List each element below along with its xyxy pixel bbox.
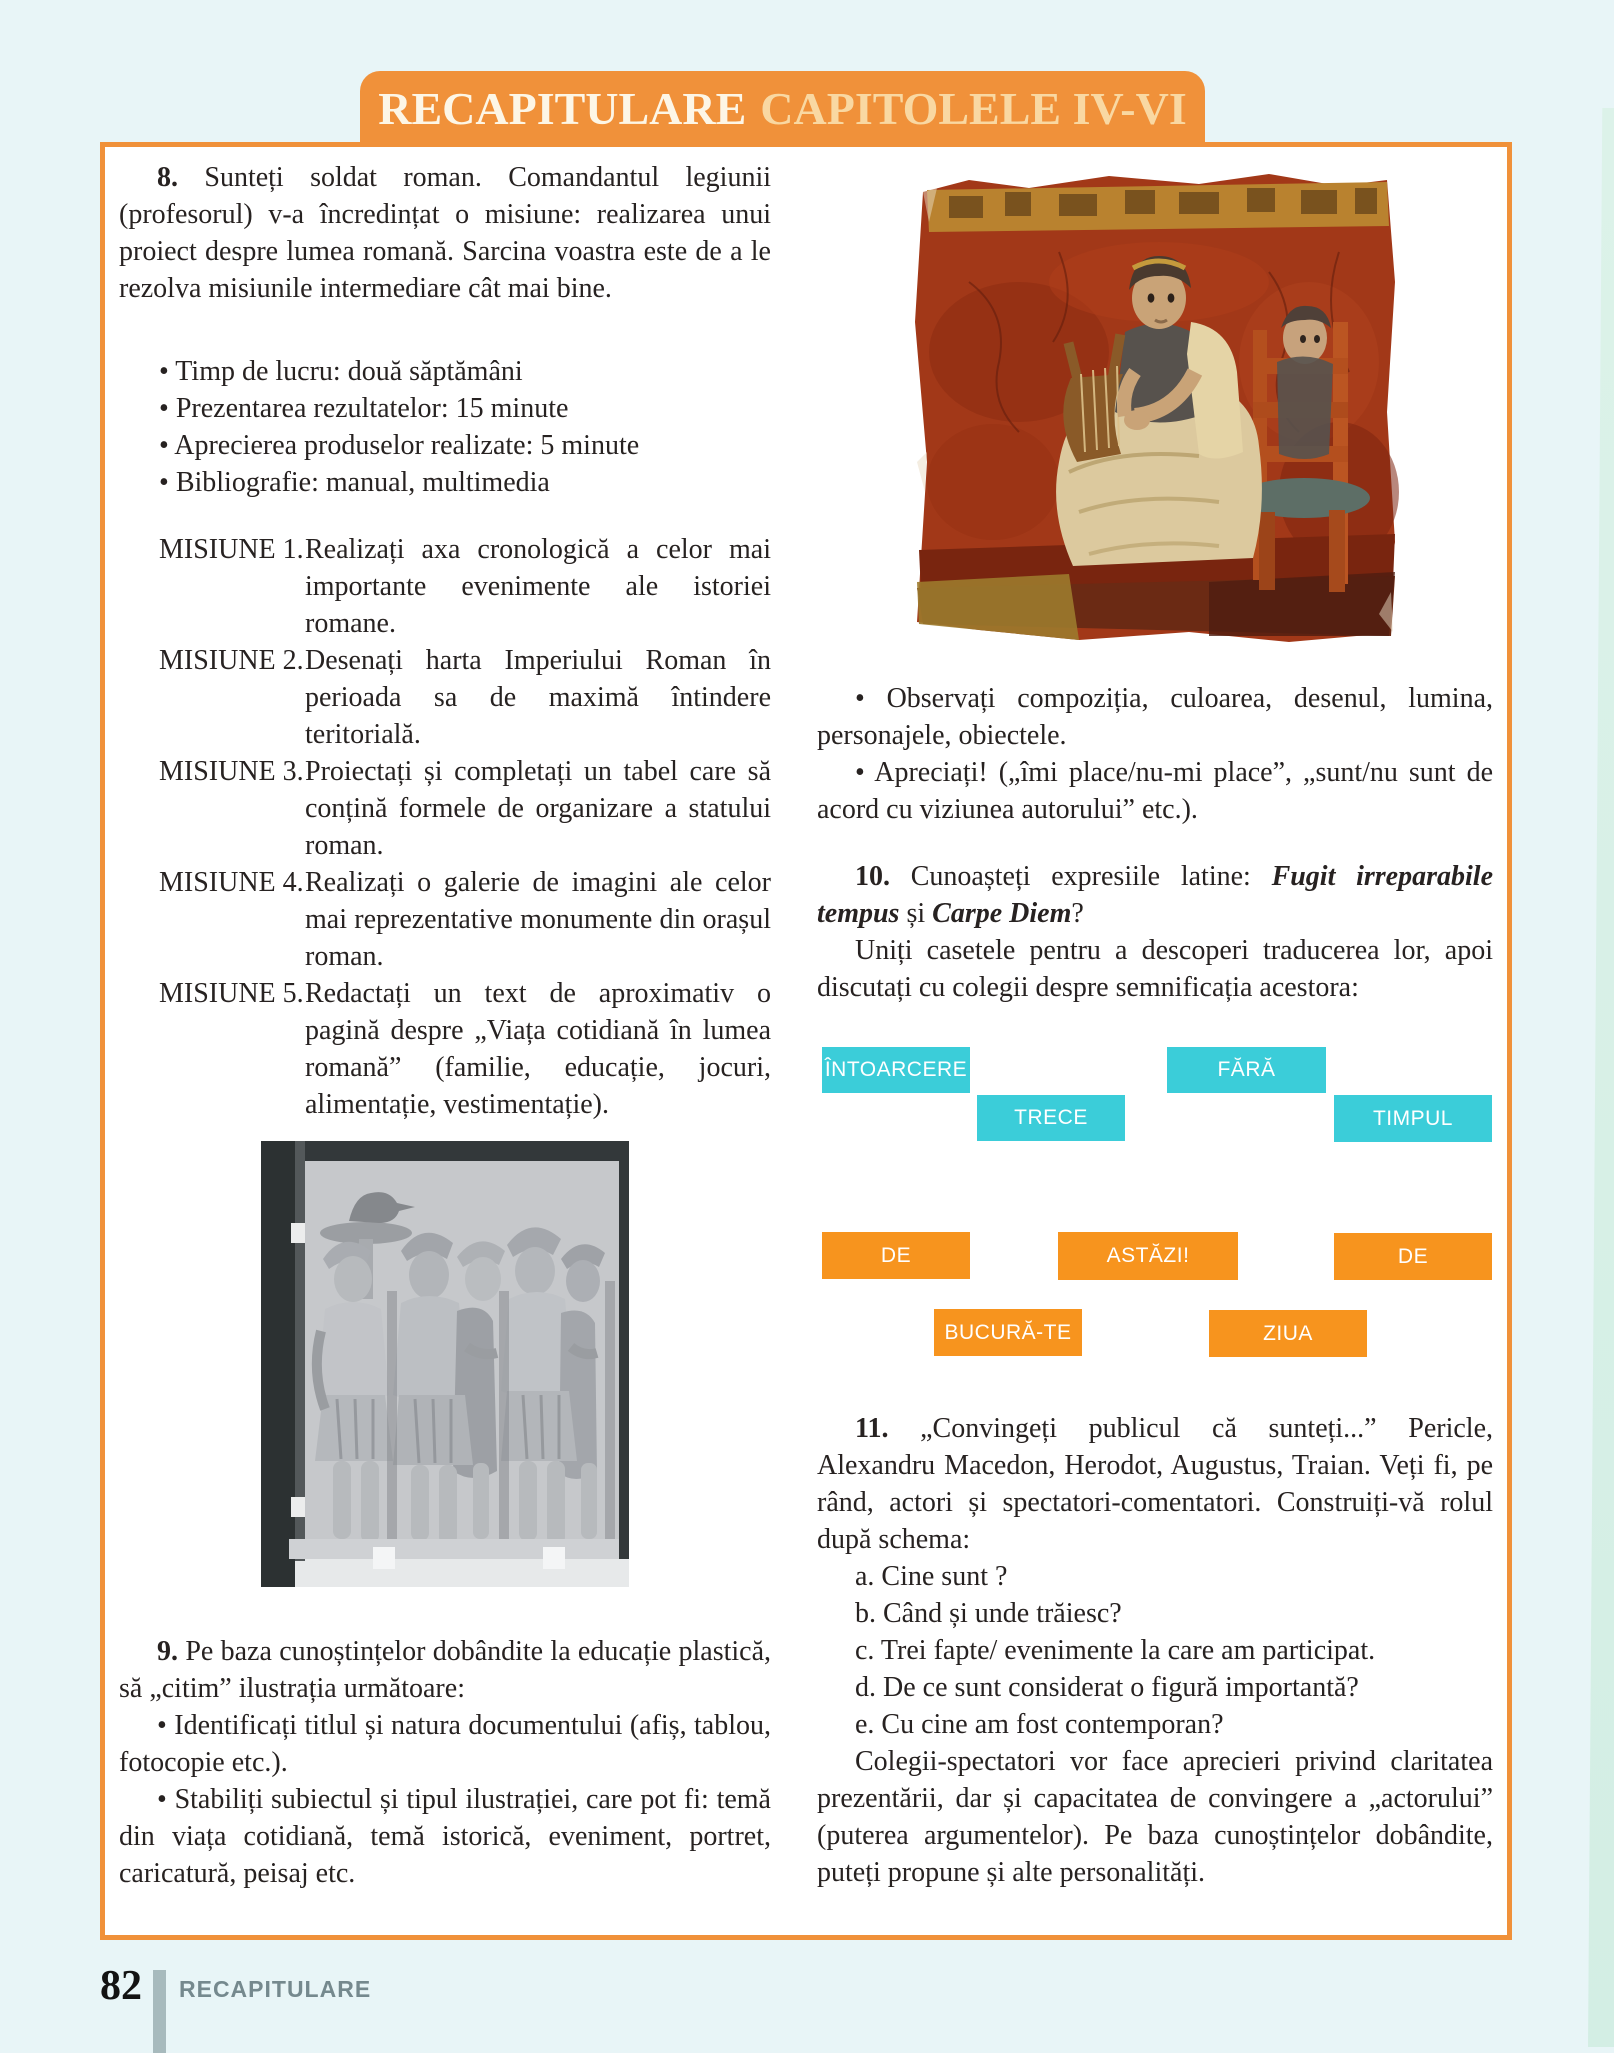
mission-item — [159, 864, 771, 975]
fresco-bullet: • Observați compoziția, culoarea, desenul, lumina, personajele, obiectele. — [817, 683, 1493, 751]
footer-divider-bar — [153, 1970, 166, 2053]
exercise-11-item: c. Trei fapte/ evenimente la care am participat. — [855, 1635, 1376, 1666]
exercise-9-bullet: • Stabiliți subiectul și tipul ilustrației, care pot fi: temă din viața cotidiană, temă istorică, eveniment, portret, caricatură, peisaj etc. — [119, 1784, 771, 1889]
exercise-8-paragraph: 8. Sunteți soldat roman. Comandantul legiunii (profesorul) v-a încredințat o misiune: realizarea unui proiect despre lumea romană. Sarcina voastra este de a le rezolva misiunile intermediare cât mai bine. — [119, 162, 772, 304]
exercise-11-item: d. De ce sunt considerat o figură importantă? — [855, 1672, 1359, 1703]
mission-item — [159, 531, 771, 642]
list-item: • Prezentarea rezultatelor: 15 minute — [159, 390, 771, 427]
exercise-8-number: 8. — [157, 162, 178, 193]
roman-fresco-image — [909, 162, 1401, 652]
content-frame — [100, 142, 1512, 1940]
mission-label: MISIUNE 4. — [159, 867, 304, 898]
chapter-header-banner — [360, 71, 1205, 145]
word-box-timpul: TIMPUL — [1334, 1095, 1492, 1142]
exercise-9-bullet: • Identificați titlul și natura documentului (afiș, tablou, fotocopie etc.). — [119, 1710, 771, 1778]
exercise-8-bullet-list — [119, 353, 771, 501]
exercise-11-paragraph: 11. „Convingeți publicul că sunteți...” Pericle, Alexandru Macedon, Herodot, Augustus, Traian. Veți fi, pe rând, actori și spectatori-comentatori. Construiți-vă rolul după schema: — [817, 1413, 1493, 1555]
left-column — [119, 147, 771, 1892]
word-box-ziua: ZIUA — [1209, 1310, 1367, 1357]
latin-phrase: Carpe Diem — [932, 898, 1072, 929]
mission-text: Realizați o galerie de imagini ale celor mai reprezentative monumente din orașul roman. — [305, 867, 771, 972]
exercise-11-closing: Colegii-spectatori vor face aprecieri privind claritatea prezentării, dar și capacitatea de convingere a „actorului” (puterea argumentelor). Pe baza cunoștințelor dobândite, puteți propune și alte personalități. — [817, 1746, 1493, 1888]
exercise-11-item: a. Cine sunt ? — [855, 1561, 1008, 1592]
list-item: • Timp de lucru: două săptămâni — [159, 353, 771, 390]
exercise-11-item: b. Când și unde trăiesc? — [855, 1598, 1122, 1629]
list-item: • Bibliografie: manual, multimedia — [159, 464, 771, 501]
fresco-bullet: • Apreciați! („îmi place/nu-mi place”, „sunt/nu sunt de acord cu viziunea autorului” etc.). — [817, 757, 1493, 825]
word-box-fara: FĂRĂ — [1167, 1047, 1326, 1093]
exercise-10-number: 10. — [855, 861, 890, 892]
word-box-de: DE — [822, 1232, 970, 1279]
page-footer — [100, 1964, 371, 2053]
word-box-intoarcere: ÎNTOARCERE — [822, 1047, 970, 1093]
page-number: 82 — [100, 1963, 142, 2009]
mission-label: MISIUNE 2. — [159, 645, 304, 676]
page-edge-decoration — [1588, 108, 1614, 2047]
mission-item — [159, 642, 771, 753]
mission-item — [159, 753, 771, 864]
page-subtitle: CAPITOLELE IV-VI — [760, 82, 1187, 134]
word-box-astazi: ASTĂZI! — [1058, 1232, 1238, 1280]
mission-item — [159, 975, 771, 1123]
missions-list — [119, 531, 771, 1123]
exercise-11-item: e. Cu cine am fost contemporan? — [855, 1709, 1224, 1740]
word-box-bucurate: BUCURĂ-TE — [934, 1309, 1082, 1356]
list-item: • Aprecierea produselor realizate: 5 minute — [159, 427, 771, 464]
mission-label: MISIUNE 1. — [159, 534, 304, 565]
mission-text: Desenați harta Imperiului Roman în perioada sa de maximă întindere teritorială. — [305, 645, 771, 750]
mission-text: Redactați un text de aproximativ o pagină despre „Viața cotidiană în lumea romană” (familie, educație, jocuri, alimentație, vestimentație). — [305, 978, 771, 1120]
latin-phrase: Fugit irreparabile tempus — [817, 861, 1493, 929]
roman-soldiers-relief-image — [261, 1141, 629, 1587]
right-column — [817, 147, 1493, 1891]
exercise-10-instruction: Uniți casetele pentru a descoperi traducerea lor, apoi discutați cu colegii despre semnificația acestora: — [817, 935, 1493, 1003]
footer-section-label: RECAPITULARE — [179, 1976, 372, 2002]
mission-label: MISIUNE 3. — [159, 756, 304, 787]
exercise-9-number: 9. — [157, 1636, 178, 1667]
word-box-trece: TRECE — [977, 1095, 1125, 1141]
mission-label: MISIUNE 5. — [159, 978, 304, 1009]
exercise-11-number: 11. — [855, 1413, 889, 1444]
mission-text: Realizați axa cronologică a celor mai importante evenimente ale istoriei romane. — [305, 534, 771, 639]
mission-text: Proiectați și completați un tabel care să conțină formele de organizare a statului roman. — [305, 756, 771, 861]
page-title: RECAPITULARE — [378, 82, 747, 134]
word-box-de: DE — [1334, 1233, 1492, 1280]
exercise-9-paragraph: 9. Pe baza cunoștințelor dobândite la educație plastică, să „citim” ilustrația următoare: — [119, 1636, 772, 1704]
word-boxes-diagram — [817, 1030, 1493, 1370]
exercise-10-paragraph: 10. Cunoașteți expresiile latine: Fugit irreparabile tempus și Carpe Diem? — [817, 861, 1493, 929]
